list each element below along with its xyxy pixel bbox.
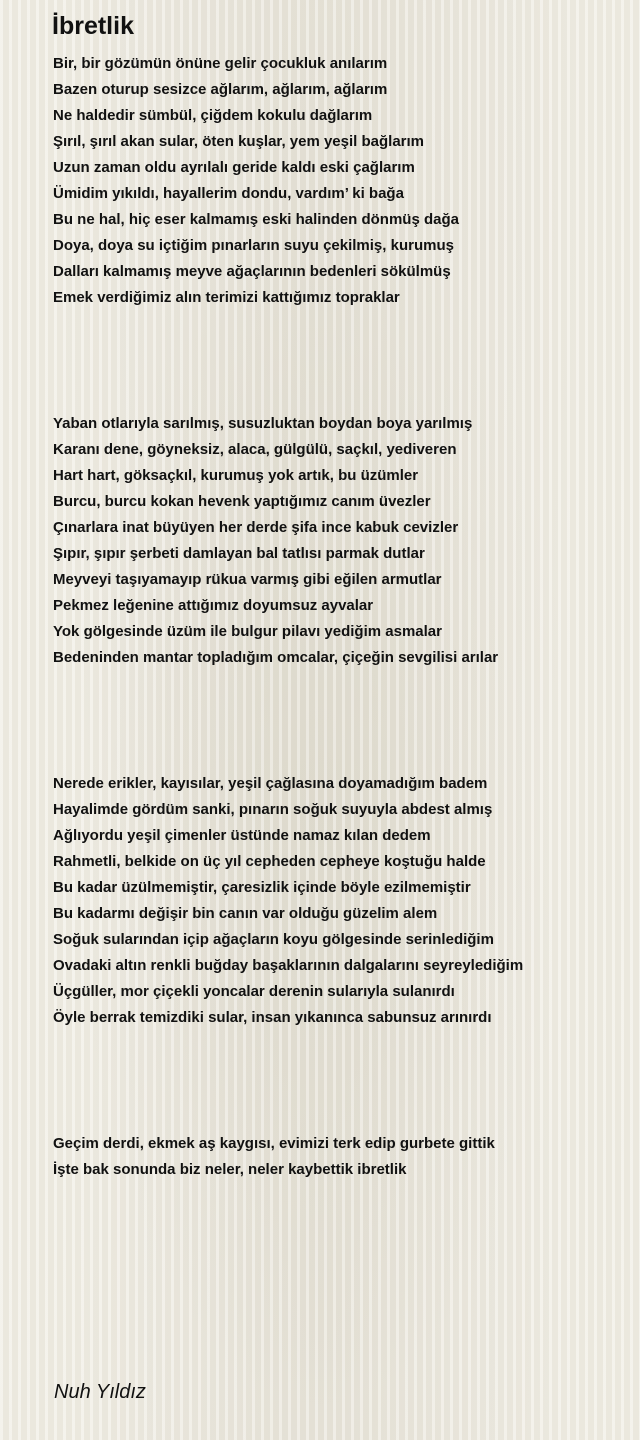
poem-line: Soğuk sularından içip ağaçların koyu gölgesinde serinlediğim bbox=[53, 931, 494, 948]
poem-line: Meyveyi taşıyamayıp rükua varmış gibi eğilen armutlar bbox=[53, 571, 442, 588]
stanza-3 bbox=[53, 771, 523, 1031]
poem-line: Emek verdiğimiz alın terimizi kattığımız topraklar bbox=[53, 289, 400, 306]
poem-line: Bu kadar üzülmemiştir, çaresizlik içinde böyle ezilmemiştir bbox=[53, 879, 471, 896]
stanza-4 bbox=[53, 1131, 495, 1183]
poem-line: Öyle berrak temizdiki sular, insan yıkanınca sabunsuz arınırdı bbox=[53, 1009, 492, 1026]
poem-line: Burcu, burcu kokan hevenk yaptığımız canım üvezler bbox=[53, 493, 431, 510]
poem-line: Şıpır, şıpır şerbeti damlayan bal tatlısı parmak dutlar bbox=[53, 545, 425, 562]
poem-line: İşte bak sonunda biz neler, neler kaybettik ibretlik bbox=[53, 1161, 407, 1178]
poem-line: Uzun zaman oldu ayrılalı geride kaldı eski çağlarım bbox=[53, 159, 415, 176]
poem-line: Geçim derdi, ekmek aş kaygısı, evimizi terk edip gurbete gittik bbox=[53, 1135, 495, 1152]
stanza-2 bbox=[53, 411, 498, 671]
poem-line: Bir, bir gözümün önüne gelir çocukluk anılarım bbox=[53, 55, 388, 72]
poem-line: Yaban otlarıyla sarılmış, susuzluktan boydan boya yarılmış bbox=[53, 415, 473, 432]
poem-line: Bedeninden mantar topladığım omcalar, çiçeğin sevgilisi arılar bbox=[53, 649, 499, 666]
poem-line: Doya, doya su içtiğim pınarların suyu çekilmiş, kurumuş bbox=[53, 237, 454, 254]
poem-line: Dalları kalmamış meyve ağaçlarının bedenleri sökülmüş bbox=[53, 263, 451, 280]
poem-line: Rahmetli, belkide on üç yıl cepheden cepheye koştuğu halde bbox=[53, 853, 486, 870]
poem-line: Ağlıyordu yeşil çimenler üstünde namaz kılan dedem bbox=[53, 827, 431, 844]
poem-line: Şırıl, şırıl akan sular, öten kuşlar, yem yeşil bağlarım bbox=[53, 133, 425, 150]
poem-line: Çınarlara inat büyüyen her derde şifa ince kabuk cevizler bbox=[53, 519, 459, 536]
poem-line: Bu kadarmı değişir bin canın var olduğu güzelim alem bbox=[53, 905, 438, 922]
poem-line: Hayalimde gördüm sanki, pınarın soğuk suyuyla abdest almış bbox=[53, 801, 493, 818]
poem-line: Hart hart, göksaçkıl, kurumuş yok artık, bu üzümler bbox=[53, 467, 419, 484]
stanza-1 bbox=[53, 51, 459, 311]
poem-line: Ovadaki altın renkli buğday başaklarının dalgalarını seyreylediğim bbox=[53, 957, 524, 974]
poem-line: Ümidim yıkıldı, hayallerim dondu, vardım’ ki bağa bbox=[53, 185, 404, 202]
poem-line: Pekmez leğenine attığımız doyumsuz ayvalar bbox=[53, 597, 374, 614]
poem-author: Nuh Yıldız bbox=[54, 1381, 146, 1403]
poem-line: Yok gölgesinde üzüm ile bulgur pilavı yediğim asmalar bbox=[53, 623, 442, 640]
poem-line: Karanı dene, göyneksiz, alaca, gülgülü, saçkıl, yediveren bbox=[53, 441, 457, 458]
poem-line: Bazen oturup sesizce ağlarım, ağlarım, ağlarım bbox=[53, 81, 388, 98]
poem-line: Nerede erikler, kayısılar, yeşil çağlasına doyamadığım badem bbox=[53, 775, 488, 792]
poem-title: İbretlik bbox=[52, 12, 134, 40]
poem-line: Ne haldedir sümbül, çiğdem kokulu dağlarım bbox=[53, 107, 373, 124]
poem-line: Bu ne hal, hiç eser kalmamış eski halinden dönmüş dağa bbox=[53, 211, 459, 228]
poem-line: Üçgüller, mor çiçekli yoncalar derenin sularıyla sulanırdı bbox=[53, 983, 455, 1000]
